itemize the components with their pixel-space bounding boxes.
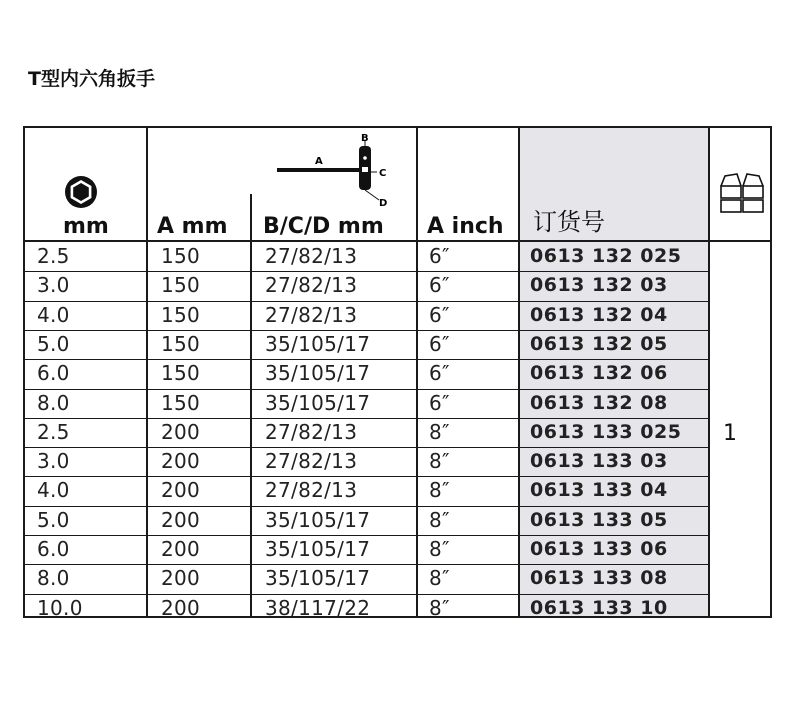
cell-mm: 3.0 <box>37 273 70 298</box>
cell-mm: 5.0 <box>37 331 70 356</box>
cell-mm: 4.0 <box>37 302 70 327</box>
cell-a-mm: 150 <box>161 244 201 268</box>
cell-bcd: 27/82/13 <box>265 419 358 444</box>
column-divider <box>416 128 418 616</box>
cell-a-inch: 6″ <box>429 244 450 268</box>
cell-a-mm: 150 <box>161 390 201 415</box>
cell-a-mm: 200 <box>161 449 201 474</box>
cell-a-inch: 6″ <box>429 302 450 327</box>
column-divider <box>708 128 710 616</box>
cell-a-mm: 200 <box>161 419 201 444</box>
t-wrench-diagram <box>273 132 403 212</box>
column-divider <box>146 128 148 616</box>
cell-mm: 2.5 <box>37 419 70 444</box>
cell-a-inch: 8″ <box>429 537 450 561</box>
cell-mm: 2.5 <box>37 244 70 268</box>
cell-order-no: 0613 133 05 <box>530 508 668 531</box>
cell-mm: 6.0 <box>37 537 70 561</box>
cell-a-inch: 8″ <box>429 595 450 620</box>
cell-bcd: 35/105/17 <box>265 361 371 386</box>
cell-a-mm: 200 <box>161 537 201 561</box>
cell-mm: 5.0 <box>37 507 70 532</box>
cell-a-inch: 6″ <box>429 361 450 386</box>
header-bcd-mm: B/C/D mm <box>263 214 384 239</box>
cell-a-inch: 6″ <box>429 331 450 356</box>
cell-a-inch: 8″ <box>429 507 450 532</box>
cell-bcd: 27/82/13 <box>265 244 358 268</box>
page-title: T型内六角扳手 <box>28 68 155 90</box>
cell-a-mm: 150 <box>161 273 201 298</box>
diagram-label-b: B <box>361 133 369 144</box>
product-table <box>23 126 772 618</box>
column-divider <box>250 194 252 616</box>
cell-bcd: 38/117/22 <box>265 595 371 620</box>
diagram-label-d: D <box>379 198 388 209</box>
cell-order-no: 0613 132 06 <box>530 362 668 385</box>
cell-mm: 3.0 <box>37 449 70 474</box>
header-a-inch: A inch <box>427 214 504 239</box>
header-a-mm: A mm <box>157 214 228 239</box>
cell-bcd: 27/82/13 <box>265 478 358 503</box>
cell-mm: 8.0 <box>37 390 70 415</box>
cell-a-mm: 200 <box>161 478 201 503</box>
cell-order-no: 0613 132 04 <box>530 303 668 326</box>
cell-a-inch: 8″ <box>429 566 450 591</box>
cell-bcd: 27/82/13 <box>265 273 358 298</box>
cell-a-mm: 150 <box>161 361 201 386</box>
cell-order-no: 0613 133 10 <box>530 596 668 619</box>
cell-a-inch: 8″ <box>429 419 450 444</box>
cell-bcd: 35/105/17 <box>265 537 371 561</box>
hexagon-socket-icon <box>63 174 99 210</box>
cell-bcd: 27/82/13 <box>265 302 358 327</box>
cell-order-no: 0613 133 025 <box>530 420 682 443</box>
cell-order-no: 0613 132 025 <box>530 245 682 267</box>
diagram-label-a: A <box>315 156 323 167</box>
header-mm: mm <box>63 214 109 239</box>
cell-order-no: 0613 132 08 <box>530 391 668 414</box>
cell-a-mm: 200 <box>161 566 201 591</box>
cell-order-no: 0613 132 05 <box>530 332 668 355</box>
header-order-no: 订货号 <box>533 208 605 236</box>
cell-order-no: 0613 133 06 <box>530 538 668 560</box>
cell-order-no: 0613 132 03 <box>530 274 668 297</box>
cell-mm: 8.0 <box>37 566 70 591</box>
cell-bcd: 35/105/17 <box>265 566 371 591</box>
package-box-icon <box>719 172 765 214</box>
cell-a-inch: 6″ <box>429 273 450 298</box>
cell-a-mm: 200 <box>161 507 201 532</box>
cell-a-mm: 150 <box>161 331 201 356</box>
column-divider <box>518 128 520 616</box>
cell-bcd: 35/105/17 <box>265 331 371 356</box>
quantity-value: 1 <box>723 421 737 446</box>
cell-mm: 10.0 <box>37 595 83 620</box>
cell-order-no: 0613 133 04 <box>530 479 668 502</box>
cell-mm: 4.0 <box>37 478 70 503</box>
cell-bcd: 35/105/17 <box>265 390 371 415</box>
cell-a-mm: 200 <box>161 595 201 620</box>
cell-order-no: 0613 133 08 <box>530 567 668 590</box>
cell-order-no: 0613 133 03 <box>530 450 668 473</box>
cell-a-mm: 150 <box>161 302 201 327</box>
cell-a-inch: 8″ <box>429 449 450 474</box>
diagram-label-c: C <box>379 168 387 179</box>
cell-a-inch: 8″ <box>429 478 450 503</box>
cell-mm: 6.0 <box>37 361 70 386</box>
cell-a-inch: 6″ <box>429 390 450 415</box>
cell-bcd: 35/105/17 <box>265 507 371 532</box>
cell-bcd: 27/82/13 <box>265 449 358 474</box>
